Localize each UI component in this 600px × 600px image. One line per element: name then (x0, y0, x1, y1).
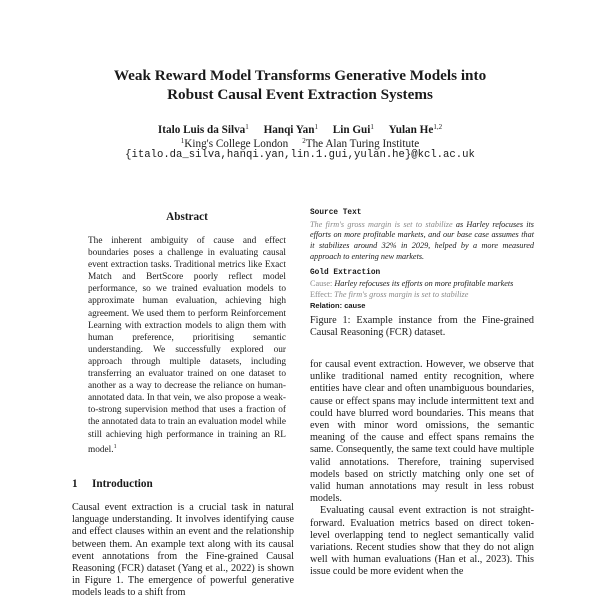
paragraph: Evaluating causal event extraction is not straightforward. Evaluation metrics based on direct token-level overlapping tend to neglect semantically valid variations. Recent studies show that they do not align well with human evaluations (Han et al., 2023). This issue could be more evident when the (310, 505, 534, 578)
title-line-2: Robust Causal Event Extraction Systems (167, 86, 433, 103)
source-text-label: Source Text (310, 209, 362, 217)
author: Lin Gui$^1$ (332, 123, 374, 136)
figure-1-caption: Figure 1: Example instance from the Fine-grained Causal Reasoning (FCR) dataset. (310, 315, 534, 339)
author: Yulan He$^{1,2}$ (388, 123, 443, 136)
title-line-1: Weak Reward Model Transforms Generative Models into (113, 67, 487, 84)
paper-title (60, 66, 540, 104)
affiliation: The Alan Turing Institute (305, 138, 420, 150)
section-number: 1 (72, 478, 78, 490)
cause-span: as Harley refocuses its efforts on more profitable markets (310, 219, 534, 240)
author: Italo Luis da Silva$^1$ (157, 123, 249, 136)
source-text (310, 220, 534, 263)
footnote-mark: 1 (113, 443, 117, 450)
section-heading-introduction (72, 478, 153, 490)
source-remainder: , and our base case assumes that it stabilizes around 32% in 2029, helped by a more measured approach to entering new markets. (310, 230, 534, 261)
affiliation: King's College London (184, 138, 289, 150)
section-title: Introduction (92, 478, 153, 490)
affiliations: $^1$King's College London $^2$The Alan Turing Institute (180, 137, 420, 150)
gold-extraction-label: Gold Extraction (310, 268, 381, 277)
right-column-body (310, 359, 534, 579)
gold-relation: Relation: cause (310, 300, 366, 310)
gold-cause: Cause: Harley refocuses its efforts on more profitable markets (310, 279, 514, 289)
introduction-body: Causal event extraction is a crucial task in natural language understanding. It involves identifying cause and effect clauses within an event and the relationship between them. An example text along with its causal event annotations from the Fine-grained Causal Reasoning (FCR) dataset (Yang et al., 2022) is shown in Figure 1. The emergence of powerful generative models leads to a shift from (72, 502, 294, 599)
abstract-heading: Abstract (166, 211, 208, 223)
paragraph: for causal event extraction. However, we observe that unlike traditional named entity recognition, where entities have clear and often unambiguous boundaries, cause or effect spans may include intermittent text and could have blurred word boundaries. This means that even with minor word omissions, the semantic meaning of the cause and effect spans remains the same. Consequently, the same text could have multiple valid annotations. Therefore, training supervised models based on strictly matching only one set of valid human annotations may result in less robust models. (310, 359, 534, 505)
figure-1 (310, 208, 534, 311)
author: Hanqi Yan$^1$ (263, 123, 318, 136)
gold-effect: Effect: The firm's gross margin is set to stabilize (310, 289, 469, 299)
effect-span: The firm's gross margin is set to stabilize (310, 219, 453, 229)
author-emails: {italo.da_silva,hanqi.yan,lin.1.gui,yulan.he}@kcl.ac.uk (125, 149, 475, 161)
abstract-body: The inherent ambiguity of cause and effect boundaries poses a challenge in evaluating causal event extraction tasks. Traditional metrics like Exact Match and BertScore poorly reflect model performance, so we trained evaluation models to approximate human evaluation, achieving high agreement. We used them to perform Reinforcement Learning with extraction models to align them with human preference, prioritising semantic understanding. We successfully explored our approach through multiple datasets, including transferring an evaluator trained on one dataset to another as a way to decrease the reliance on human-annotated data. In that vein, we also propose a weak-to-strong supervision method that uses a fraction of the annotated data to train an evaluation model while still achieving high performance in training an RL model.$^1$ (88, 236, 286, 455)
